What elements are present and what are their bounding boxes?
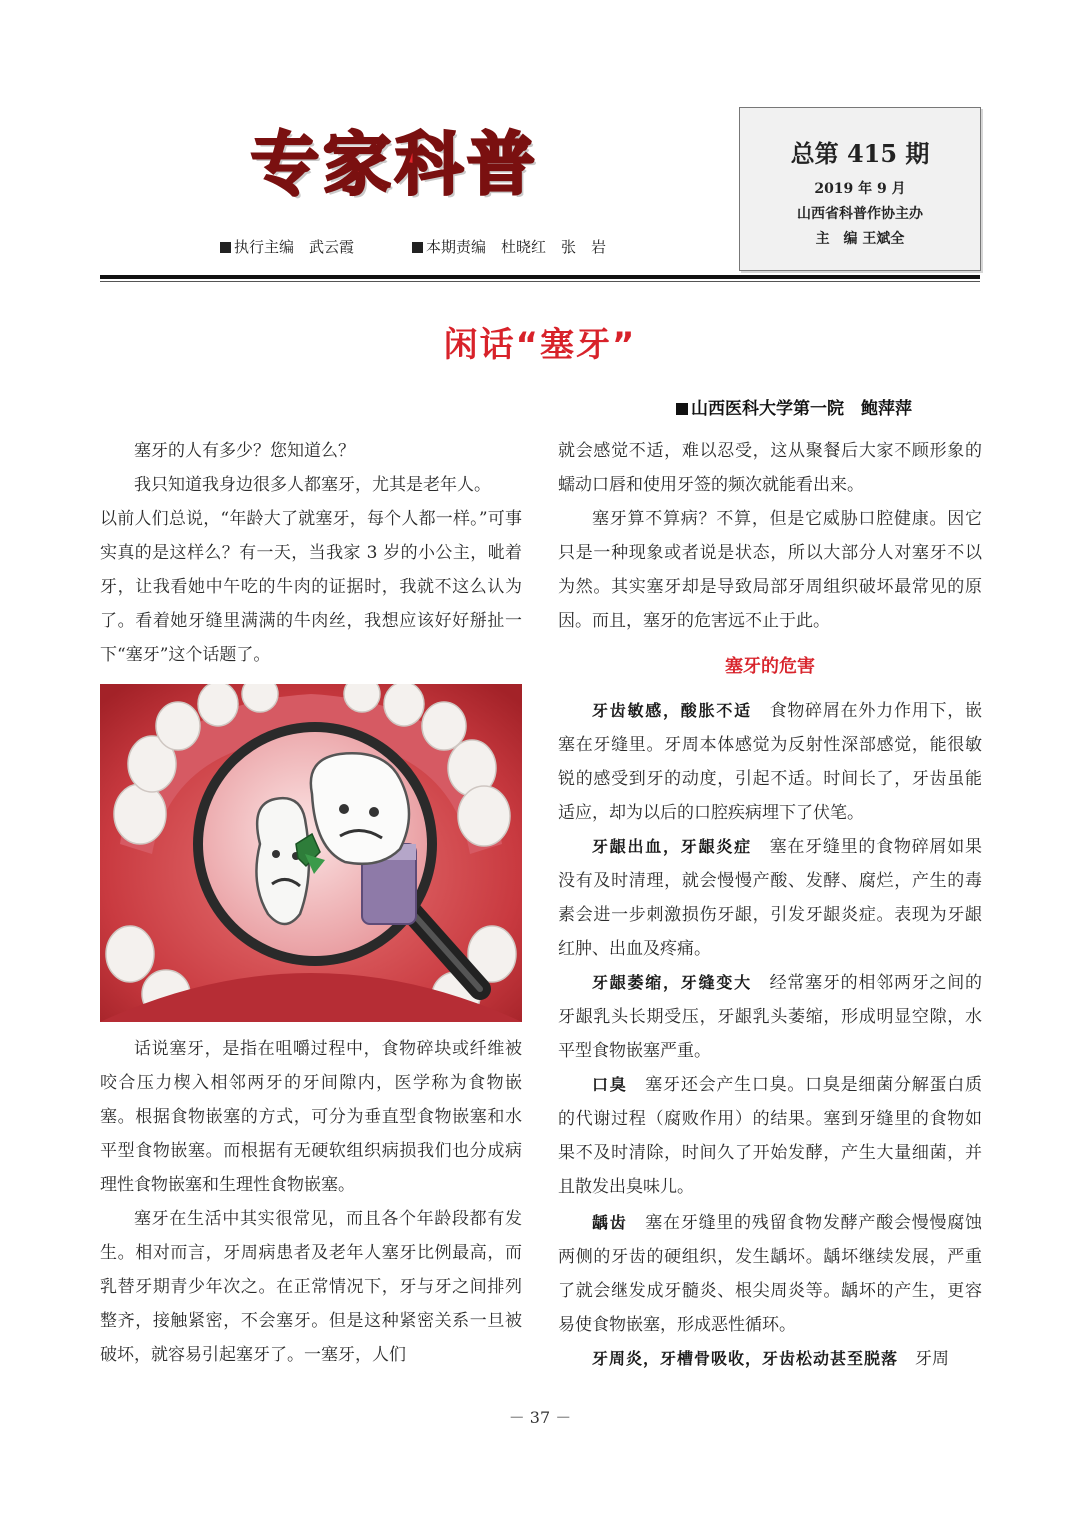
exec-editor-line xyxy=(220,236,354,257)
hazard-text-2: 塞在牙缝里的食物碎屑如果没有及时清理，就会慢慢产酸、发酵、腐烂，产生的毒素会进一步刺激损伤牙龈，引发牙龈炎症。表现为牙龈红肿、出血及疼痛。 xyxy=(558,837,982,959)
left-paragraph-3: 以前人们总说，“年龄大了就塞牙，每个人都一样。”可事实真的是这样么？有一天，当我家 3 岁的小公主，呲着牙，让我看她中午吃的牛肉的证据时，我就不这么认为了。看着她牙缝里满满的牛肉丝，我想应该好好掰扯一下“塞牙”这个话题了。 xyxy=(100,509,522,665)
hazard-paragraph-1 xyxy=(558,694,982,830)
header-rule-thin xyxy=(100,281,980,282)
hazard-paragraph-6 xyxy=(558,1342,982,1376)
square-bullet-icon xyxy=(676,403,688,415)
byline xyxy=(676,394,912,419)
hazard-heading-3: 牙龈萎缩，牙缝变大 xyxy=(592,973,752,992)
byline-text: 山西医科大学第一院 鲍萍萍 xyxy=(691,399,912,419)
issue-number: 总第 415 期 xyxy=(790,139,930,168)
hazard-heading-1: 牙齿敏感，酸胀不适 xyxy=(592,701,752,720)
magnifier-teeth-illustration xyxy=(100,684,522,1022)
issue-date: 2019 年 9 月 xyxy=(814,181,906,197)
exec-editor: 执行主编 武云霞 xyxy=(234,238,355,256)
section-heading: 塞牙的危害 xyxy=(725,656,815,677)
masthead-logo xyxy=(215,118,575,213)
issue-editor-line xyxy=(412,236,606,257)
chief-editor: 主 编 王斌全 xyxy=(815,231,905,247)
left-paragraph-4: 话说塞牙，是指在咀嚼过程中，食物碎块或纤维被咬合压力楔入相邻两牙的牙间隙内，医学称为食物嵌塞。根据食物嵌塞的方式，可分为垂直型食物嵌塞和水平型食物嵌塞。而根据有无硬软组织病损我们也分成病理性食物嵌塞和生理性食物嵌塞。 xyxy=(100,1039,522,1195)
left-paragraph-1: 塞牙的人有多少？您知道么？ xyxy=(134,441,355,461)
left-paragraph-2: 我只知道我身边很多人都塞牙，尤其是老年人。 xyxy=(134,475,491,495)
hazard-paragraph-3 xyxy=(558,966,982,1068)
hazard-text-6: 牙周 xyxy=(915,1349,950,1369)
hazard-heading-4: 口臭 xyxy=(592,1075,628,1094)
issue-editor: 本期责编 杜晓红 张 岩 xyxy=(426,238,607,256)
square-bullet-icon xyxy=(412,242,423,253)
masthead-title: 专家科普 xyxy=(250,126,539,205)
hazard-paragraph-4 xyxy=(558,1068,982,1204)
hazard-text-3: 经常塞牙的相邻两牙之间的牙龈乳头长期受压，牙龈乳头萎缩，形成明显空隙，水平型食物嵌塞严重。 xyxy=(558,973,982,1061)
left-paragraph-5: 塞牙在生活中其实很常见，而且各个年龄段都有发生。相对而言，牙周病患者及老年人塞牙比例最高，而乳替牙期青少年次之。在正常情况下，牙与牙之间排列整齐，接触紧密，不会塞牙。但是这种紧密关系一旦被破坏，就容易引起塞牙了。一塞牙，人们 xyxy=(100,1209,522,1365)
square-bullet-icon xyxy=(220,242,231,253)
hazard-paragraph-5 xyxy=(558,1206,982,1342)
hazard-heading-6: 牙周炎，牙槽骨吸收，牙齿松动甚至脱落 xyxy=(592,1349,899,1368)
page-number: － 37 － xyxy=(508,1408,572,1427)
hazard-text-1: 食物碎屑在外力作用下，嵌塞在牙缝里。牙周本体感觉为反射性深部感觉，能很敏锐的感受到牙的动度，引起不适。时间长了，牙齿虽能适应，却为以后的口腔疾病埋下了伏笔。 xyxy=(558,701,982,823)
teeth-illustration-svg xyxy=(100,684,522,1022)
issue-organizer: 山西省科普作协主办 xyxy=(797,206,923,222)
right-paragraph-2: 塞牙算不算病？不算，但是它威胁口腔健康。因它只是一种现象或者说是状态，所以大部分人对塞牙不以为然。其实塞牙却是导致局部牙周组织破坏最常见的原因。而且，塞牙的危害远不止于此。 xyxy=(558,509,982,631)
hazard-text-4: 塞牙还会产生口臭。口臭是细菌分解蛋白质的代谢过程（腐败作用）的结果。塞到牙缝里的食物如果不及时清除，时间久了开始发酵，产生大量细菌，并且散发出臭味儿。 xyxy=(558,1075,982,1197)
hazard-paragraph-2 xyxy=(558,830,982,966)
hazard-text-5: 塞在牙缝里的残留食物发酵产酸会慢慢腐蚀两侧的牙齿的硬组织，发生龋坏。龋坏继续发展，严重了就会继发成牙髓炎、根尖周炎等。龋坏的产生，更容易使食物嵌塞，形成恶性循环。 xyxy=(558,1213,982,1335)
right-paragraph-1: 就会感觉不适，难以忍受，这从聚餐后大家不顾形象的蠕动口唇和使用牙签的频次就能看出来。 xyxy=(558,441,982,495)
hazard-heading-2: 牙龈出血，牙龈炎症 xyxy=(592,837,752,856)
hazard-heading-5: 龋齿 xyxy=(592,1213,628,1232)
issue-info-box xyxy=(739,107,981,271)
header-rule xyxy=(100,275,980,279)
article-title: 闲话“塞牙” xyxy=(443,325,637,365)
